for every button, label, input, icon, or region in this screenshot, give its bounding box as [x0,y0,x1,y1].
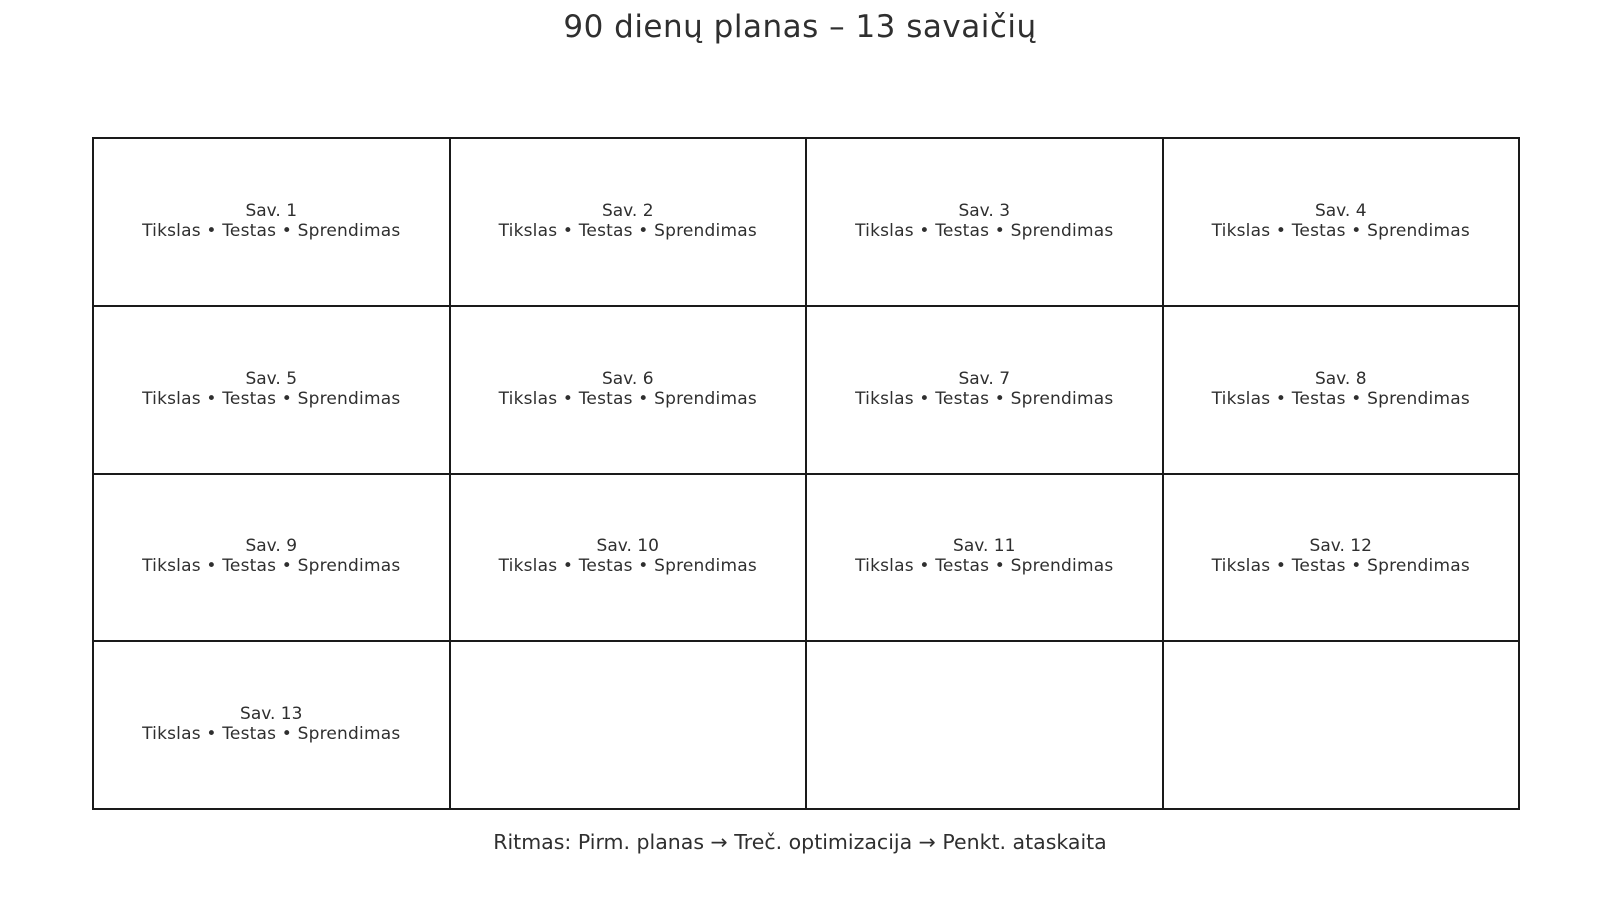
rhythm-caption: Ritmas: Pirm. planas → Treč. optimizacija → Penkt. ataskaita [493,830,1107,854]
week-label: Sav. 6 [601,368,654,389]
week-description: Tikslas • Testas • Sprendimas [855,388,1114,409]
week-label: Sav. 7 [958,368,1011,389]
empty-cell [807,642,1164,810]
week-cell-7 [807,307,1164,475]
page-title: 90 dienų planas – 13 savaičių [563,9,1037,45]
week-label: Sav. 5 [245,368,298,389]
week-description: Tikslas • Testas • Sprendimas [1211,388,1470,409]
week-label: Sav. 8 [1314,368,1367,389]
week-description: Tikslas • Testas • Sprendimas [142,724,401,745]
week-description: Tikslas • Testas • Sprendimas [142,388,401,409]
week-cell-11 [807,475,1164,643]
empty-cell [451,642,808,810]
week-label: Sav. 3 [958,200,1011,221]
week-label: Sav. 4 [1314,200,1367,221]
week-label: Sav. 11 [953,536,1016,557]
week-grid [92,137,1520,810]
week-description: Tikslas • Testas • Sprendimas [498,556,757,577]
week-label: Sav. 13 [240,704,303,725]
week-description: Tikslas • Testas • Sprendimas [855,220,1114,241]
week-description: Tikslas • Testas • Sprendimas [142,556,401,577]
week-description: Tikslas • Testas • Sprendimas [498,388,757,409]
week-description: Tikslas • Testas • Sprendimas [142,220,401,241]
week-label: Sav. 12 [1309,536,1372,557]
week-cell-8 [1164,307,1521,475]
week-label: Sav. 2 [601,200,654,221]
week-cell-4 [1164,139,1521,307]
week-cell-13 [94,642,451,810]
week-label: Sav. 10 [596,536,659,557]
week-cell-9 [94,475,451,643]
week-label: Sav. 1 [245,200,298,221]
week-description: Tikslas • Testas • Sprendimas [855,556,1114,577]
week-cell-5 [94,307,451,475]
week-description: Tikslas • Testas • Sprendimas [498,220,757,241]
empty-cell [1164,642,1521,810]
week-cell-2 [451,139,808,307]
week-cell-1 [94,139,451,307]
week-cell-6 [451,307,808,475]
week-description: Tikslas • Testas • Sprendimas [1211,556,1470,577]
week-label: Sav. 9 [245,536,298,557]
week-description: Tikslas • Testas • Sprendimas [1211,220,1470,241]
week-cell-10 [451,475,808,643]
week-cell-3 [807,139,1164,307]
week-cell-12 [1164,475,1521,643]
